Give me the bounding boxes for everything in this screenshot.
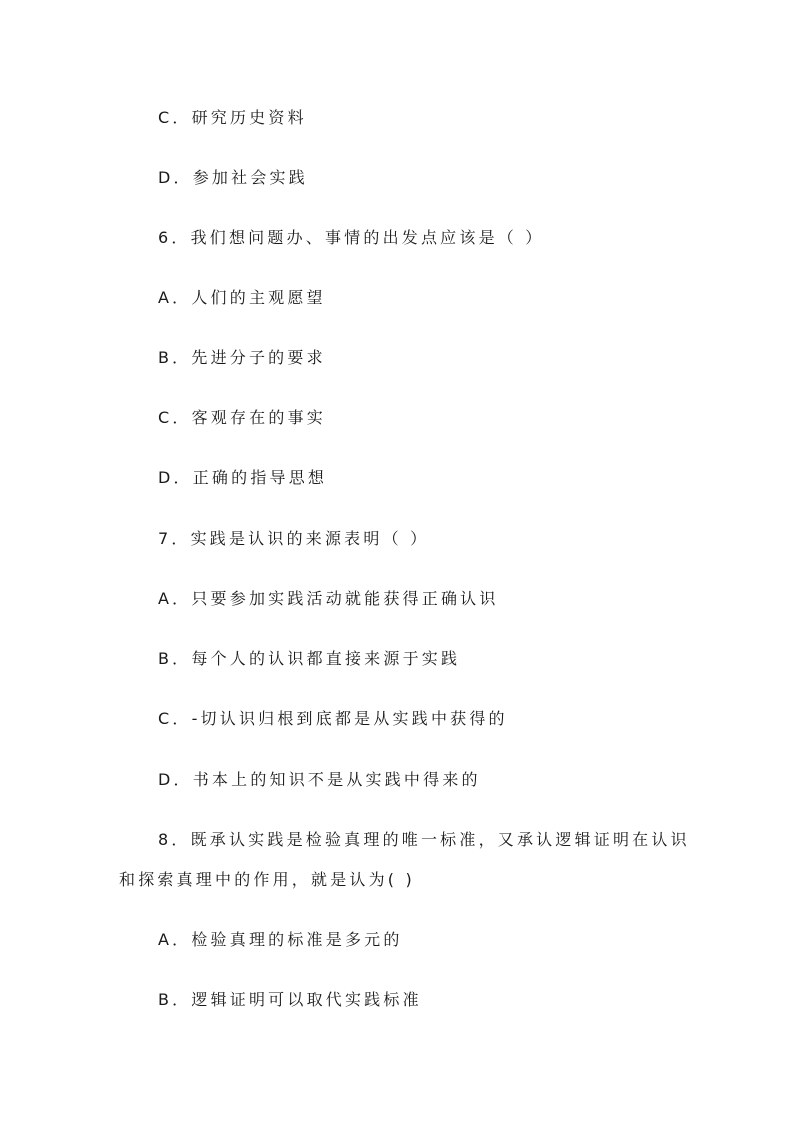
- option-c-q6: C．客观存在的事实: [158, 408, 326, 427]
- option-a-q7: A．只要参加实践活动就能获得正确认识: [158, 589, 499, 608]
- option-b-q7: B．每个人的认识都直接来源于实践: [158, 649, 461, 668]
- option-a-q6: A．人们的主观愿望: [158, 288, 326, 307]
- question-8-line-1: 8．既承认实践是检验真理的唯一标准，又承认逻辑证明在认识: [158, 830, 690, 849]
- option-b-q6: B．先进分子的要求: [158, 348, 326, 367]
- option-d-q7: D．书本上的知识不是从实践中得来的: [158, 770, 481, 789]
- option-a-q8: A．检验真理的标准是多元的: [158, 930, 403, 949]
- option-c-q7: C．-切认识归根到底都是从实践中获得的: [158, 709, 508, 728]
- option-d-q5: D．参加社会实践: [158, 168, 308, 187]
- option-d-q6: D．正确的指导思想: [158, 468, 328, 487]
- question-7: 7．实践是认识的来源表明（ ）: [158, 529, 430, 548]
- option-b-q8: B．逻辑证明可以取代实践标准: [158, 990, 422, 1009]
- question-6: 6．我们想问题办、事情的出发点应该是（ ）: [158, 228, 545, 247]
- question-8-line-2: 和探索真理中的作用，就是认为( ): [119, 870, 415, 889]
- option-c-q5: C．研究历史资料: [158, 108, 307, 127]
